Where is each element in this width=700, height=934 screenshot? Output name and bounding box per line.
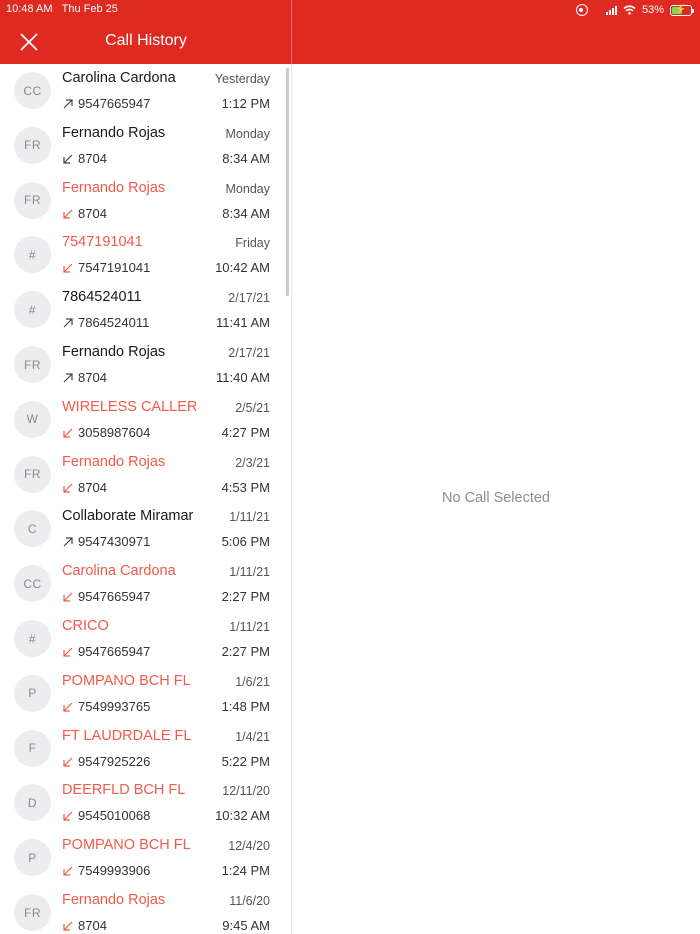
caller-name: Fernando Rojas [62, 124, 166, 141]
incoming-call-icon [62, 208, 74, 220]
caller-number: 7549993765 [78, 698, 151, 714]
avatar: # [14, 291, 51, 328]
wifi-icon [623, 5, 636, 15]
caller-name: Collaborate Miramar [62, 508, 194, 525]
call-row[interactable] [0, 557, 286, 612]
status-date: Thu Feb 25 [61, 3, 118, 15]
call-date: 1/4/21 [235, 729, 270, 744]
status-indicators [576, 2, 692, 18]
incoming-call-icon [62, 701, 74, 713]
incoming-call-icon [62, 482, 74, 494]
incoming-call-icon [62, 756, 74, 768]
caller-number: 7547191041 [78, 260, 151, 276]
outgoing-call-icon [62, 536, 74, 548]
call-time: 10:42 AM [215, 260, 270, 276]
call-row[interactable] [0, 393, 286, 448]
scroll-indicator[interactable] [286, 68, 289, 296]
caller-number: 8704 [78, 479, 107, 495]
call-date: 2/17/21 [228, 291, 270, 306]
avatar: W [14, 401, 51, 438]
caller-name: WIRELESS CALLER [62, 398, 198, 415]
call-time: 4:27 PM [221, 424, 270, 440]
avatar: CC [14, 72, 51, 109]
caller-number: 9547665947 [78, 644, 151, 659]
call-row[interactable] [0, 283, 286, 338]
caller-name: Fernando Rojas [62, 179, 166, 196]
call-row[interactable] [0, 448, 286, 503]
outgoing-call-icon [62, 317, 74, 329]
caller-name: Fernando Rojas [62, 892, 166, 908]
incoming-call-icon [62, 646, 74, 658]
caller-number: 9545010068 [78, 808, 151, 824]
cellular-signal-icon [606, 5, 617, 15]
caller-number: 8704 [78, 918, 107, 933]
call-time: 5:22 PM [221, 753, 270, 769]
call-date: 1/11/21 [229, 565, 270, 580]
caller-number: 9547665947 [78, 589, 151, 605]
incoming-call-icon [62, 920, 74, 932]
caller-name: Carolina Cardona [62, 563, 176, 580]
status-bar [0, 0, 700, 20]
caller-number: 3058987604 [78, 424, 151, 440]
outgoing-call-icon [62, 372, 74, 384]
call-time: 2:27 PM [221, 644, 270, 659]
call-date: 2/5/21 [235, 400, 270, 415]
call-row[interactable] [0, 119, 286, 174]
call-date: 1/11/21 [229, 510, 270, 525]
call-time: 1:48 PM [221, 698, 270, 714]
avatar: P [14, 839, 51, 876]
caller-name: FT LAUDRDALE FL [62, 727, 192, 744]
call-time: 11:41 AM [216, 315, 270, 331]
call-date: Monday [225, 181, 270, 196]
call-date: 1/6/21 [235, 674, 270, 689]
call-date: 12/4/20 [228, 839, 270, 854]
call-time: 5:06 PM [221, 534, 270, 550]
avatar: FR [14, 346, 51, 383]
avatar: FR [14, 894, 51, 931]
call-date: 2/3/21 [235, 455, 270, 470]
caller-name: Fernando Rojas [62, 344, 166, 360]
page-title: Call History [105, 32, 187, 49]
caller-name: DEERFLD BCH FL [62, 782, 186, 799]
caller-number: 7549993906 [78, 863, 151, 879]
incoming-call-icon [62, 427, 74, 439]
screen-record-icon [576, 4, 588, 16]
call-date: 2/17/21 [228, 346, 270, 360]
empty-state-message: No Call Selected [442, 490, 550, 506]
call-time: 1:24 PM [221, 863, 270, 879]
call-row[interactable] [0, 776, 286, 831]
avatar: D [14, 784, 51, 821]
caller-number: 9547925226 [78, 753, 151, 769]
call-row[interactable] [0, 338, 286, 393]
avatar: C [14, 510, 51, 547]
call-row[interactable] [0, 502, 286, 557]
call-row[interactable] [0, 886, 286, 934]
incoming-call-icon [62, 865, 74, 877]
call-row[interactable] [0, 612, 286, 667]
call-date: 11/6/20 [229, 894, 270, 908]
battery-percent: 53% [641, 4, 664, 16]
call-time: 1:12 PM [221, 96, 270, 111]
incoming-call-icon [62, 262, 74, 274]
call-time: 11:40 AM [216, 370, 270, 385]
call-row[interactable] [0, 174, 286, 229]
call-time: 10:32 AM [215, 808, 270, 824]
call-time: 8:34 AM [222, 205, 270, 221]
call-row[interactable] [0, 722, 286, 777]
caller-name: Carolina Cardona [62, 70, 176, 86]
call-row[interactable] [0, 228, 286, 283]
call-time: 9:45 AM [222, 918, 270, 933]
call-time: 8:34 AM [222, 150, 270, 166]
caller-number: 9547665947 [78, 96, 151, 111]
call-time: 4:53 PM [221, 479, 270, 495]
avatar: F [14, 730, 51, 767]
battery-icon: ⚡ [670, 5, 692, 16]
call-date: 12/11/20 [222, 784, 270, 799]
caller-name: Fernando Rojas [62, 453, 166, 470]
navigation-bar [0, 20, 700, 64]
caller-name: 7547191041 [62, 234, 143, 251]
caller-number: 8704 [78, 370, 107, 385]
incoming-call-icon [62, 810, 74, 822]
avatar: # [14, 620, 51, 657]
avatar: FR [14, 456, 51, 493]
status-time: 10:48 AM Thu Feb 25 [6, 3, 118, 15]
call-date: Monday [225, 126, 270, 141]
call-time: 2:27 PM [221, 589, 270, 605]
incoming-call-icon [62, 153, 74, 165]
caller-number: 8704 [78, 205, 107, 221]
call-date: Yesterday [214, 72, 270, 86]
avatar: # [14, 236, 51, 273]
outgoing-call-icon [62, 98, 74, 110]
call-row[interactable] [0, 64, 286, 119]
call-date: 1/11/21 [229, 620, 270, 634]
avatar: FR [14, 182, 51, 219]
call-history-list[interactable] [0, 64, 291, 934]
split-view-divider [291, 0, 292, 64]
call-row[interactable] [0, 831, 286, 886]
call-date: Friday [235, 236, 270, 251]
caller-number: 8704 [78, 150, 107, 166]
caller-name: POMPANO BCH FL [62, 837, 191, 854]
caller-number: 9547430971 [78, 534, 151, 550]
avatar: CC [14, 565, 51, 602]
caller-name: 7864524011 [62, 289, 142, 306]
avatar: FR [14, 127, 51, 164]
call-detail-pane [292, 64, 700, 934]
caller-number: 7864524011 [78, 315, 150, 331]
call-row[interactable] [0, 667, 286, 722]
caller-name: POMPANO BCH FL [62, 672, 191, 689]
caller-name: CRICO [62, 618, 109, 634]
incoming-call-icon [62, 591, 74, 603]
avatar: P [14, 675, 51, 712]
